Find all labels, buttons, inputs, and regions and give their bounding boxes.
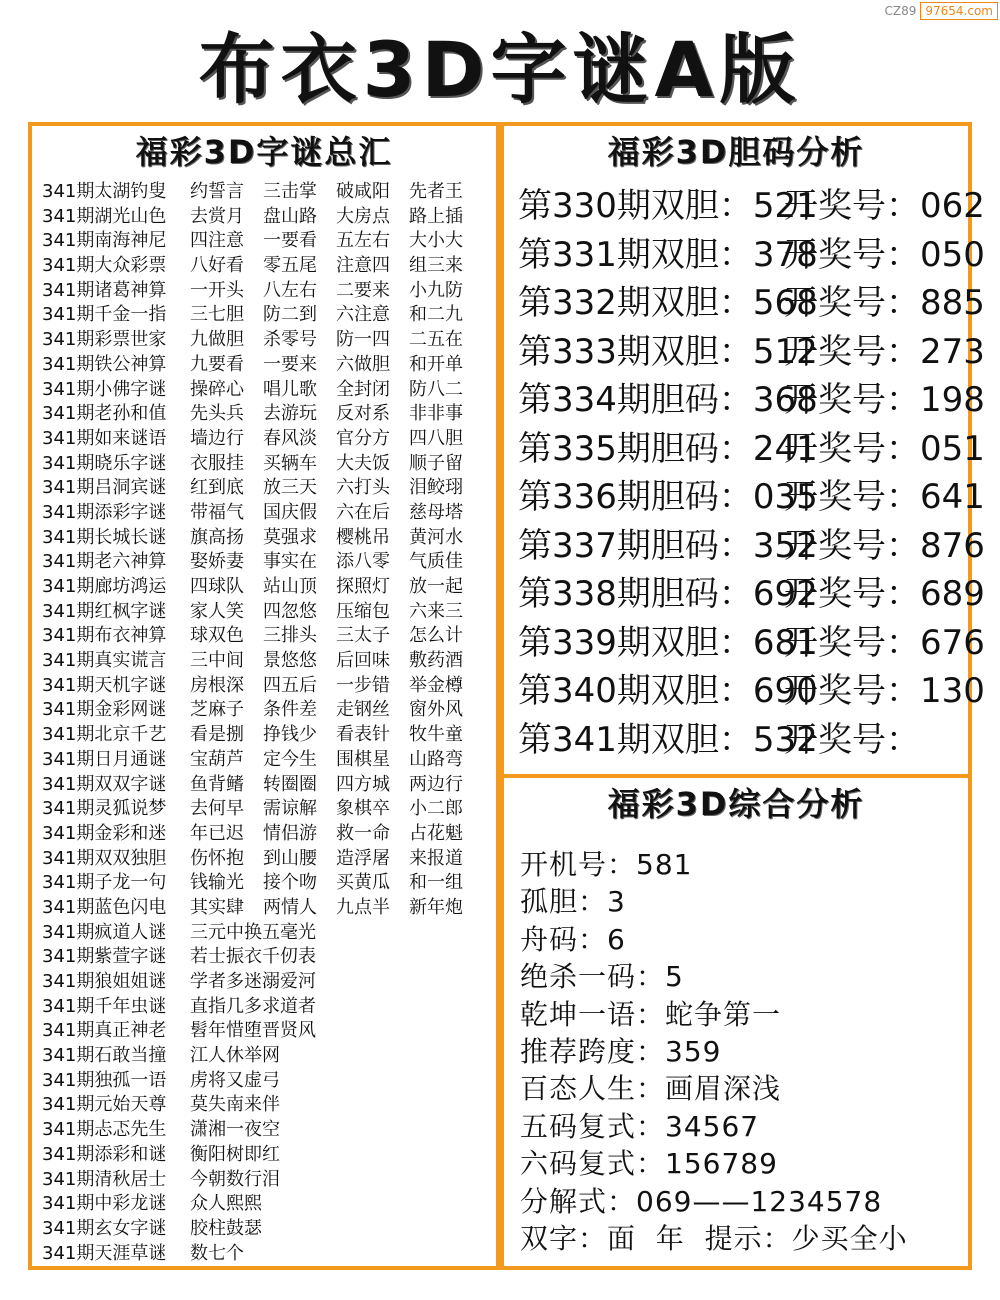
riddle-clue: 六在后 [336,501,390,523]
riddle-row [42,452,482,477]
riddle-clue: 占花魁 [409,822,463,844]
dan-code: 第336期胆码：035 [518,477,818,517]
riddle-row [42,1093,482,1118]
draw-result: 开奖号：676 [784,622,985,663]
dan-analysis-title: 福彩3D胆码分析 [607,133,865,171]
riddle-clue: 条件差 [263,699,317,721]
draw-result: 开奖号：062 [784,186,985,226]
riddle-row [42,1118,482,1143]
riddle-clue: 和一组 [409,872,463,894]
riddle-clue: 带福气 [190,501,244,523]
riddle-source-label: 341期廊坊鸿运 [42,576,167,597]
riddle-clue: 防一四 [336,329,390,351]
summary-text: 绝杀一码：5 [520,960,684,994]
riddle-clue: 四忽悠 [263,600,317,622]
riddle-clue: 四注意 [190,230,244,252]
riddle-row [42,773,482,798]
riddle-row [42,797,482,822]
riddle-source-label: 341期真正神老 [42,1020,167,1042]
riddle-row [42,1069,482,1094]
riddle-row [42,229,482,254]
riddle-source-label: 341期如来谜语 [42,427,167,449]
dan-row [518,376,985,425]
riddle-clue: 墙边行 [190,427,244,449]
riddle-row [42,1019,482,1044]
riddle-source-label: 341期千金一指 [42,304,167,326]
riddle-clue: 添八零 [336,551,390,573]
riddle-clue: 牧牛童 [409,724,463,746]
draw-result: 开奖号：130 [784,671,985,711]
dan-row [518,425,985,474]
riddle-clue: 八好看 [190,255,244,277]
riddle-row [42,896,482,921]
riddle-row [42,501,482,526]
draw-result: 开奖号：689 [784,574,985,614]
riddle-clue: 转圈圈 [263,773,317,795]
riddle-clue: 景悠悠 [263,650,317,672]
riddle-row [42,674,482,699]
riddle-clue: 八左右 [263,279,317,301]
riddle-source-label: 341期金彩和迷 [42,822,167,844]
riddle-clue: 一要来 [263,353,317,375]
riddle-clue: 事实在 [263,551,317,573]
riddle-clue: 顺子留 [409,452,463,474]
riddle-source-label: 341期石敢当撞 [42,1045,167,1067]
riddle-clue: 两情人 [263,896,317,918]
riddle-clue: 需谅解 [263,798,317,820]
riddle-clue: 三排头 [263,625,317,647]
riddle-clue: 敷药酒 [409,650,463,672]
riddle-summary-panel [28,122,500,1270]
riddle-clue: 买黄瓜 [336,872,390,894]
riddle-clue: 压缩包 [336,600,390,622]
dan-row [518,570,985,619]
riddle-clue: 和二九 [409,304,463,326]
riddle-clue: 救一命 [336,822,390,844]
riddle-row [42,871,482,896]
dan-row [518,231,985,280]
riddle-clue: 莫强求 [263,526,317,548]
riddle-source-label: 341期子龙一句 [42,872,167,894]
summary-row [520,1108,908,1145]
riddle-clue: 走钢丝 [336,699,390,721]
dan-list [518,182,985,764]
riddle-clue: 小二郎 [409,798,463,820]
riddle-clue: 去游玩 [263,403,317,425]
riddle-source-label: 341期双双字谜 [42,773,167,795]
riddle-clue: 去赏月 [190,205,244,227]
riddle-clue: 二五在 [409,329,463,351]
riddle-clue: 髫年惜堕晋贤风 [190,1020,316,1042]
riddle-clue: 宝葫芦 [190,748,244,770]
riddle-clue: 家人笑 [190,600,244,622]
riddle-source-label: 341期天涯草谜 [42,1242,167,1264]
dan-analysis-panel [500,122,985,778]
riddle-clue: 山路弯 [409,748,463,770]
summary-row [520,846,908,883]
summary-text: 开机号：581 [520,848,693,881]
summary-row [520,996,908,1033]
riddle-clue: 操碎心 [190,378,244,400]
riddle-clue: 买辆车 [263,452,317,474]
riddle-source-label: 341期玄女字谜 [42,1217,167,1239]
riddle-clue: 江人休举网 [190,1045,280,1067]
riddle-clue: 两边行 [409,773,463,795]
riddle-row [42,748,482,773]
riddle-clue: 杀零号 [263,329,317,351]
riddle-clue: 若士振衣千仞表 [190,946,316,968]
riddle-source-label: 341期蓝色闪电 [42,896,167,918]
riddle-clue: 六做胆 [336,353,390,375]
dan-code: 第338期胆码：692 [518,574,818,614]
riddle-source-label: 341期铁公神算 [42,353,167,375]
riddle-clue: 去何早 [190,798,244,820]
riddle-clue: 三太子 [336,625,390,647]
riddle-source-label: 341期天机字谜 [42,674,167,696]
riddle-clue: 黄河水 [409,526,463,548]
riddle-clue: 众人熙熙 [190,1193,262,1215]
riddle-source-label: 341期晓乐字谜 [42,452,167,474]
riddle-source-label: 341期北京千艺 [42,724,167,746]
comprehensive-analysis-title: 福彩3D综合分析 [607,785,865,823]
riddle-clue: 路上插 [409,205,463,227]
riddle-source-label: 341期老六神算 [42,551,167,573]
riddle-row [42,649,482,674]
dan-code: 第341期双胆：532 [518,719,818,760]
riddle-source-label: 341期元始天尊 [42,1094,167,1116]
riddle-clue: 旗高扬 [190,526,244,548]
riddle-row [42,180,482,205]
riddle-clue: 春风淡 [263,427,317,449]
riddle-clue: 六打头 [336,477,390,499]
dan-row [518,328,985,377]
riddle-clue: 大夫饭 [336,452,390,474]
riddle-clue: 和开单 [409,353,463,375]
draw-result: 开奖号：273 [784,331,985,372]
riddle-clue: 一步错 [336,674,390,696]
riddle-clue: 小九防 [409,279,463,301]
riddle-clue: 怎么计 [409,625,463,647]
riddle-row [42,328,482,353]
riddle-clue: 慈母塔 [409,501,463,523]
riddle-clue: 三七胆 [190,304,244,326]
riddle-clue: 三元中换五毫光 [190,921,316,943]
riddle-clue: 来报道 [409,847,463,869]
dan-row [518,473,985,522]
comprehensive-analysis-panel [500,774,972,1270]
summary-list [520,846,908,1257]
riddle-clue: 官分方 [336,427,390,449]
summary-text: 分解式：069——1234578 [520,1184,883,1218]
summary-text: 孤胆：3 [520,885,626,919]
riddle-row [42,378,482,403]
riddle-clue: 二要来 [336,279,390,301]
riddle-clue: 新年炮 [409,896,463,918]
riddle-clue: 到山腰 [263,847,317,869]
riddle-clue: 注意四 [336,255,390,277]
summary-text: 舟码：6 [520,922,626,956]
dan-row [518,182,985,231]
riddle-clue: 后回味 [336,650,390,672]
summary-row [520,1033,908,1070]
riddle-clue: 约誓言 [190,181,244,202]
watermark-domain[interactable]: 97654.com [920,2,998,20]
riddle-source-label: 341期紫萱字谜 [42,946,167,968]
riddle-clue: 衡阳树即红 [190,1143,280,1165]
dan-code: 第334期胆码：368 [518,380,818,420]
riddle-row [42,847,482,872]
riddle-clue: 年已迟 [190,822,244,844]
riddle-clue: 定今生 [263,748,317,770]
riddle-clue: 防二到 [263,304,317,326]
riddle-clue: 放三天 [263,477,317,499]
dan-row [518,279,985,328]
riddle-clue: 非非事 [409,403,463,425]
riddle-clue: 数七个 [190,1242,244,1264]
riddle-row [42,1217,482,1242]
riddle-clue: 四方城 [336,773,390,795]
riddle-source-label: 341期太湖钓叟 [42,181,167,202]
riddle-clue: 三击掌 [263,181,317,202]
dan-code: 第337期胆码：352 [518,525,818,566]
riddle-clue: 樱桃吊 [336,526,390,548]
riddle-clue: 挣钱少 [263,724,317,746]
riddle-clue: 四球队 [190,576,244,597]
draw-result: 开奖号：885 [784,283,985,323]
riddle-source-label: 341期日月通谜 [42,748,167,770]
riddle-row [42,995,482,1020]
riddle-source-label: 341期吕洞宾谜 [42,477,167,499]
riddle-row [42,476,482,501]
dan-row [518,522,985,571]
riddle-clue: 零五尾 [263,255,317,277]
riddle-clue: 今朝数行泪 [190,1168,280,1190]
riddle-source-label: 341期狼姐姐谜 [42,971,167,992]
riddle-clue: 大房点 [336,205,390,227]
riddle-clue: 举金樽 [409,674,463,696]
riddle-source-label: 341期疯道人谜 [42,921,167,943]
dan-code: 第340期双胆：690 [518,671,818,711]
riddle-clue: 胶柱鼓瑟 [190,1217,262,1239]
riddle-clue: 造浮屠 [336,847,390,869]
riddle-clue: 先者王 [409,181,463,202]
riddle-clue: 盘山路 [263,205,317,227]
riddle-clue: 放一起 [409,576,463,597]
dan-code: 第332期双胆：568 [518,283,818,323]
riddle-source-label: 341期双双独胆 [42,847,167,869]
summary-text: 五码复式：34567 [520,1109,760,1143]
summary-row [520,1070,908,1107]
dan-row [518,619,985,668]
riddle-clue: 四五后 [263,674,317,696]
riddle-source-label: 341期真实谎言 [42,650,167,672]
dan-code: 第339期双胆：681 [518,622,818,663]
riddle-source-label: 341期南海神尼 [42,230,167,252]
riddle-source-label: 341期清秋居士 [42,1168,167,1190]
riddle-clue: 九做胆 [190,329,244,351]
summary-text: 推荐跨度：359 [520,1034,722,1068]
riddle-source-label: 341期大众彩票 [42,255,167,277]
riddle-clue: 围棋星 [336,748,390,770]
riddle-row [42,1044,482,1069]
riddle-row [42,279,482,304]
draw-result: 开奖号：876 [784,525,985,566]
riddle-row [42,921,482,946]
riddle-list [42,180,482,1266]
riddle-row [42,945,482,970]
riddle-clue: 潇湘一夜空 [190,1119,280,1141]
riddle-clue: 三中间 [190,650,244,672]
riddle-row [42,1192,482,1217]
riddle-clue: 破咸阳 [336,181,390,202]
riddle-clue: 红到底 [190,477,244,499]
riddle-row [42,575,482,600]
riddle-clue: 窗外风 [409,699,463,721]
riddle-clue: 组三来 [409,255,463,277]
dan-code: 第335期胆码：241 [518,428,818,469]
riddle-clue: 泪鲛珝 [409,477,463,499]
summary-row [520,1183,908,1220]
riddle-row [42,698,482,723]
riddle-clue: 反对系 [336,403,390,425]
dan-code: 第331期双胆：378 [518,234,818,275]
riddle-clue: 六注意 [336,304,390,326]
riddle-clue: 九要看 [190,353,244,375]
summary-row [520,958,908,995]
riddle-source-label: 341期长城长谜 [42,526,167,548]
dan-row [518,716,985,765]
riddle-clue: 六来三 [409,600,463,622]
riddle-source-label: 341期独孤一语 [42,1069,167,1091]
riddle-source-label: 341期布衣神算 [42,625,167,647]
riddle-clue: 四八胆 [409,427,463,449]
riddle-clue: 看表针 [336,724,390,746]
dan-row [518,667,985,716]
riddle-source-label: 341期湖光山色 [42,205,167,227]
riddle-source-label: 341期千年虫谜 [42,995,167,1017]
riddle-clue: 大小大 [409,230,463,252]
riddle-source-label: 341期添彩字谜 [42,501,167,523]
riddle-row [42,353,482,378]
riddle-source-label: 341期灵狐说梦 [42,798,167,820]
riddle-clue: 国庆假 [263,501,317,523]
riddle-clue: 全封闭 [336,378,390,400]
riddle-clue: 房根深 [190,674,244,696]
riddle-clue: 一要看 [263,230,317,252]
riddle-source-label: 341期小佛字谜 [42,378,167,400]
riddle-row [42,1143,482,1168]
riddle-summary-title: 福彩3D字谜总汇 [135,133,393,171]
riddle-row [42,427,482,452]
draw-result: 开奖号：198 [784,380,985,420]
watermark [881,2,999,20]
riddle-clue: 五左右 [336,230,390,252]
riddle-clue: 防八二 [409,378,463,400]
riddle-clue: 莫失南来伴 [190,1094,280,1116]
summary-text: 乾坤一语：蛇争第一 [520,997,782,1031]
riddle-clue: 情侣游 [263,822,317,844]
riddle-row [42,205,482,230]
summary-row [520,1220,908,1257]
riddle-row [42,402,482,427]
draw-result: 开奖号： [784,719,920,760]
riddle-row [42,822,482,847]
dan-code: 第330期双胆：521 [518,186,818,226]
watermark-prefix: CZ89 [884,4,917,18]
riddle-clue: 学者多迷溺爱河 [190,971,316,992]
riddle-clue: 气质佳 [409,551,463,573]
page-title: 布衣3D字谜A版 [198,25,802,114]
riddle-clue: 探照灯 [336,576,390,597]
riddle-clue: 伤怀抱 [190,847,244,869]
riddle-clue: 接个吻 [263,872,317,894]
riddle-row [42,600,482,625]
riddle-clue: 先头兵 [190,403,244,425]
riddle-clue: 娶娇妻 [190,551,244,573]
riddle-row [42,1242,482,1267]
riddle-source-label: 341期添彩和谜 [42,1143,167,1165]
riddle-clue: 虏将又虚弓 [190,1069,280,1091]
summary-text: 百态人生：画眉深浅 [520,1072,782,1106]
riddle-row [42,970,482,995]
riddle-row [42,526,482,551]
summary-row [520,921,908,958]
riddle-row [42,723,482,748]
draw-result: 开奖号：641 [784,477,985,517]
riddle-clue: 鱼背鳍 [190,773,244,795]
riddle-clue: 象棋卒 [336,798,390,820]
riddle-clue: 衣服挂 [190,452,244,474]
riddle-source-label: 341期老孙和值 [42,403,167,425]
riddle-clue: 球双色 [190,625,244,647]
riddle-clue: 其实肆 [190,896,244,918]
riddle-source-label: 341期红枫字谜 [42,600,167,622]
riddle-row [42,303,482,328]
riddle-row [42,624,482,649]
riddle-clue: 一开头 [190,279,244,301]
riddle-clue: 芝麻子 [190,699,244,721]
summary-row [520,883,908,920]
riddle-source-label: 341期中彩龙谜 [42,1193,167,1215]
riddle-clue: 钱输光 [190,872,244,894]
riddle-row [42,550,482,575]
riddle-clue: 直指几多求道者 [190,995,316,1017]
riddle-clue: 站山顶 [263,576,317,597]
riddle-row [42,1168,482,1193]
summary-text: 六码复式：156789 [520,1147,778,1181]
summary-row [520,1145,908,1182]
summary-text: 双字：面 年 提示：少买全小 [520,1221,908,1255]
dan-code: 第333期双胆：512 [518,331,818,372]
riddle-source-label: 341期金彩网谜 [42,699,167,721]
draw-result: 开奖号：051 [784,428,985,469]
draw-result: 开奖号：050 [784,234,985,275]
riddle-clue: 看是捌 [190,724,244,746]
riddle-source-label: 341期诸葛神算 [42,279,167,301]
riddle-source-label: 341期忐忑先生 [42,1119,167,1141]
riddle-clue: 唱儿歌 [263,378,317,400]
riddle-clue: 九点半 [336,896,390,918]
riddle-row [42,254,482,279]
riddle-source-label: 341期彩票世家 [42,329,167,351]
